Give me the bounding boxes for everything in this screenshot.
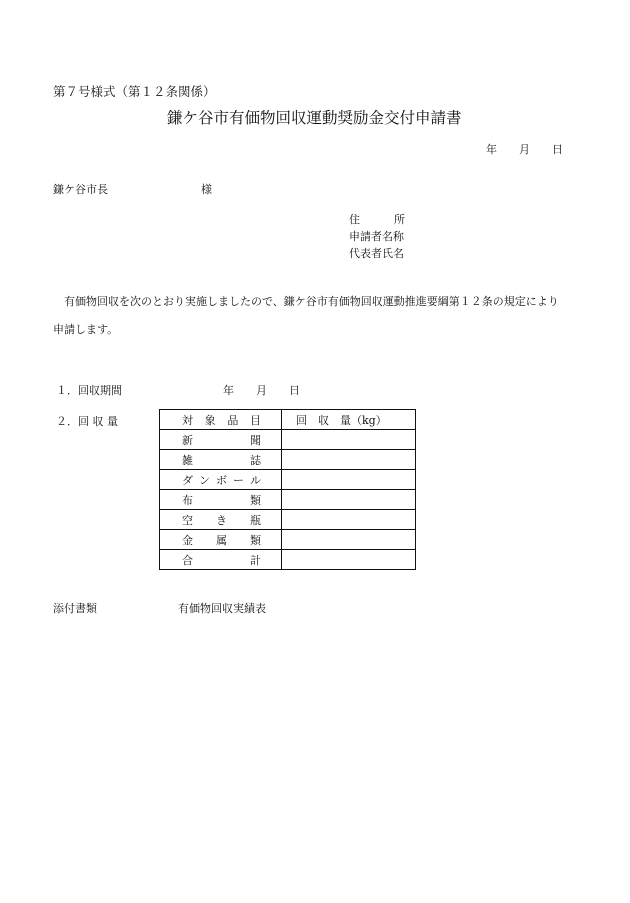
date-month-label: 月 <box>519 143 530 156</box>
amount-input-cardboard[interactable] <box>282 470 416 490</box>
item-cell <box>160 510 282 530</box>
body-text-line-2: 申請します。 <box>53 323 119 336</box>
header-item-cell <box>160 410 282 430</box>
addressee-mayor: 鎌ケ谷市長 <box>53 183 108 196</box>
amount-input-total[interactable] <box>282 550 416 570</box>
item-label-cardboard: ダ ン ボ ー ル <box>182 473 261 487</box>
amount-input-empty-bottles[interactable] <box>282 510 416 530</box>
form-number: 第７号様式（第１２条関係） <box>53 84 216 99</box>
collection-period-date <box>223 382 300 398</box>
period-day-label: 日 <box>289 384 300 397</box>
item-label-cloth: 布 類 <box>182 493 261 507</box>
item-label-empty-bottles: 空 き 瓶 <box>182 513 261 527</box>
applicant-address-label <box>349 211 405 227</box>
item-cell <box>160 450 282 470</box>
applicant-representative-label: 代表者氏名 <box>349 247 404 260</box>
period-year-label: 年 <box>223 384 234 397</box>
attachments-label: 添付書類 <box>53 602 97 615</box>
address-char-1: 住 <box>349 213 360 226</box>
section1-label: １．回収期間 <box>56 384 122 397</box>
table-row-total <box>160 550 416 570</box>
item-cell <box>160 470 282 490</box>
header-item-label: 対 象 品 目 <box>182 413 261 427</box>
table-row-metals <box>160 530 416 550</box>
amount-input-metals[interactable] <box>282 530 416 550</box>
item-cell <box>160 550 282 570</box>
item-label-newspaper: 新 聞 <box>182 433 261 447</box>
addressee-honorific: 様 <box>201 183 212 196</box>
table-header-row <box>160 410 416 430</box>
body-text-line-1: 有価物回収を次のとおり実施しましたので、鎌ケ谷市有価物回収運動推進要綱第１２条の規定により <box>64 295 559 308</box>
application-date <box>486 141 563 157</box>
form-title: 鎌ケ谷市有価物回収運動奨励金交付申請書 <box>167 109 462 127</box>
attachments-document: 有価物回収実績表 <box>178 602 266 615</box>
section2-label: ２．回 収 量 <box>56 415 118 428</box>
item-label-magazine: 雑 誌 <box>182 453 261 467</box>
table-row-empty-bottles <box>160 510 416 530</box>
header-amount-cell: 回 収 量（kg） <box>282 410 416 430</box>
item-label-metals: 金 属 類 <box>182 533 261 547</box>
table-row-newspaper <box>160 430 416 450</box>
amount-input-cloth[interactable] <box>282 490 416 510</box>
item-cell <box>160 430 282 450</box>
table-row-magazine <box>160 450 416 470</box>
item-cell <box>160 490 282 510</box>
table-row-cardboard <box>160 470 416 490</box>
collection-amount-table <box>159 409 416 570</box>
period-month-label: 月 <box>256 384 267 397</box>
applicant-name-label: 申請者名称 <box>349 230 404 243</box>
amount-input-magazine[interactable] <box>282 450 416 470</box>
date-year-label: 年 <box>486 143 497 156</box>
table-row-cloth <box>160 490 416 510</box>
amount-input-newspaper[interactable] <box>282 430 416 450</box>
item-label-total: 合 計 <box>182 553 261 567</box>
item-cell <box>160 530 282 550</box>
date-day-label: 日 <box>552 143 563 156</box>
address-char-2: 所 <box>394 213 405 226</box>
